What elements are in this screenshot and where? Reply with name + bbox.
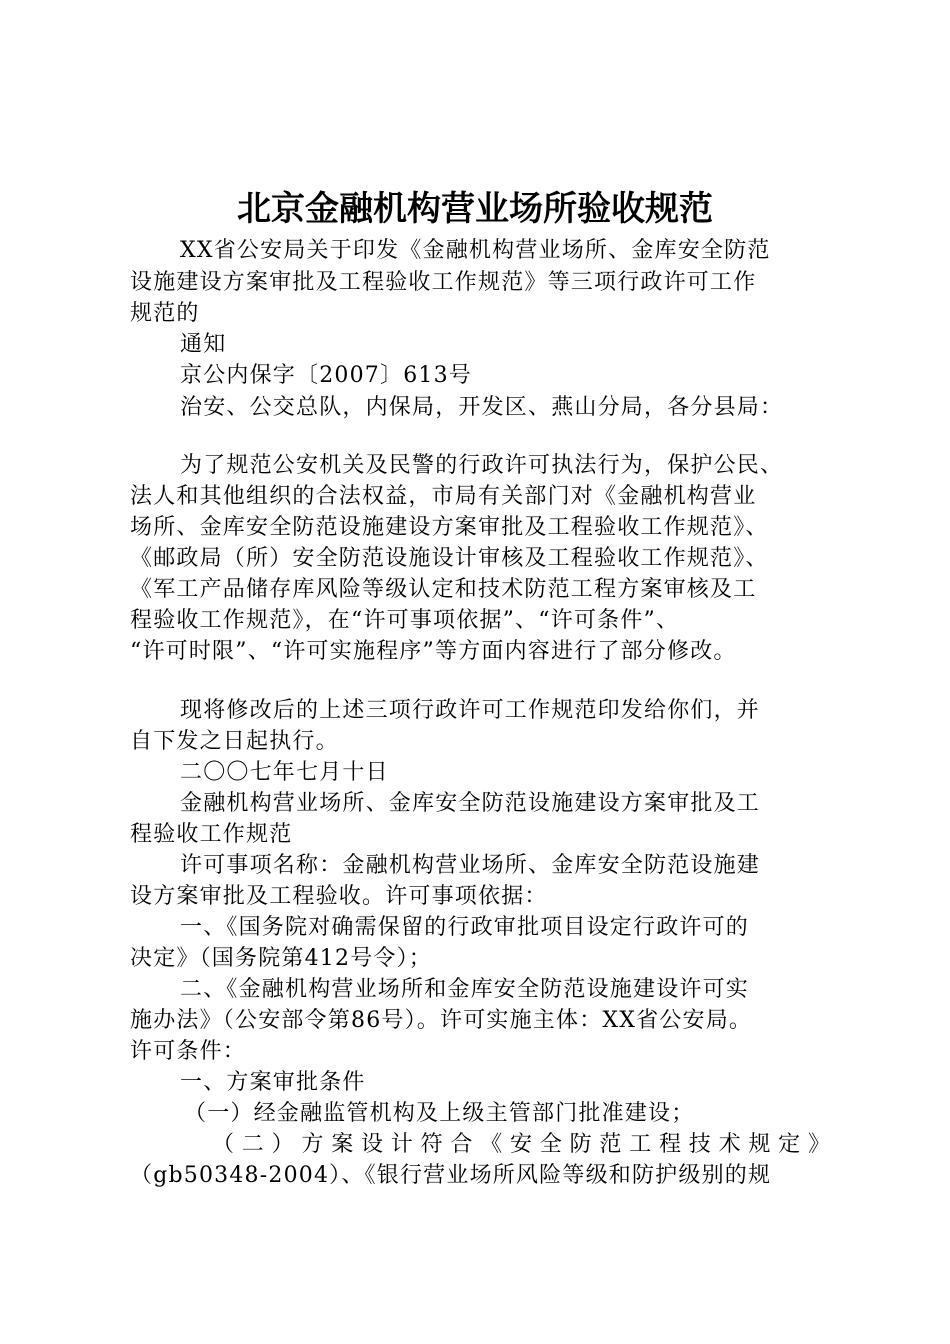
paragraph-line: 设施建设方案审批及工程验收工作规范》等三项行政许可工作 [130, 270, 757, 295]
paragraph-line: 自下发之日起执行。 [130, 729, 339, 754]
paragraph-line: 许可条件： [130, 1039, 247, 1064]
paragraph-line: XX省公安局关于印发《金融机构营业场所、金库安全防范 [180, 238, 771, 263]
paragraph-line: 设方案审批及工程验收。许可事项依据： [130, 884, 548, 909]
paragraph-line: 现将修改后的上述三项行政许可工作规范印发给你们，并 [180, 698, 761, 723]
document-title: 北京金融机构营业场所验收规范 [237, 189, 713, 229]
paragraph-line: 施办法》（公安部令第86号）。许可实施主体：XX省公安局。 [130, 1008, 753, 1033]
section-heading: 程验收工作规范 [130, 822, 293, 847]
paragraph-line: （gb50348-2004）、《银行营业场所风险等级和防护级别的规 [130, 1163, 772, 1188]
paragraph-line: （二）方案设计符合《安全防范工程技术规定》 [212, 1132, 830, 1157]
paragraph-line: 程验收工作规范》，在“许可事项依据”、“许可条件”、 [130, 608, 680, 633]
paragraph-line: 许可事项名称：金融机构营业场所、金库安全防范设施建 [180, 853, 761, 878]
paragraph-line: 通知 [180, 332, 227, 357]
paragraph-line: 《军工产品储存库风险等级认定和技术防范工程方案审核及工 [130, 577, 757, 602]
paragraph-line: 决定》（国务院第412号令）； [130, 946, 432, 971]
paragraph-line: （一）经金融监管机构及上级主管部门批准建设； [184, 1101, 695, 1126]
document-number: 京公内保字〔2007〕613号 [180, 363, 472, 388]
paragraph-line: 一、《国务院对确需保留的行政审批项目设定行政许可的 [180, 915, 750, 940]
paragraph-line: 规范的 [130, 301, 200, 326]
paragraph-line: 《邮政局（所）安全防范设施设计审核及工程验收工作规范》、 [130, 546, 769, 571]
paragraph-line: 为了规范公安机关及民警的行政许可执法行为，保护公民、 [180, 453, 784, 478]
paragraph-line: 法人和其他组织的合法权益，市局有关部门对《金融机构营业 [130, 484, 757, 509]
paragraph-line: 二、《金融机构营业场所和金库安全防范设施建设许可实 [180, 977, 750, 1002]
paragraph-line: “许可时限”、“许可实施程序”等方面内容进行了部分修改。 [130, 639, 737, 664]
paragraph-line: 一、方案审批条件 [180, 1070, 366, 1095]
date-line: 二〇〇七年七月十日 [180, 760, 389, 785]
addressee-line: 治安、公交总队，内保局，开发区、燕山分局，各分县局： [180, 395, 784, 420]
section-heading: 金融机构营业场所、金库安全防范设施建设方案审批及工 [180, 791, 761, 816]
paragraph-line: 场所、金库安全防范设施建设方案审批及工程验收工作规范》、 [130, 515, 769, 540]
